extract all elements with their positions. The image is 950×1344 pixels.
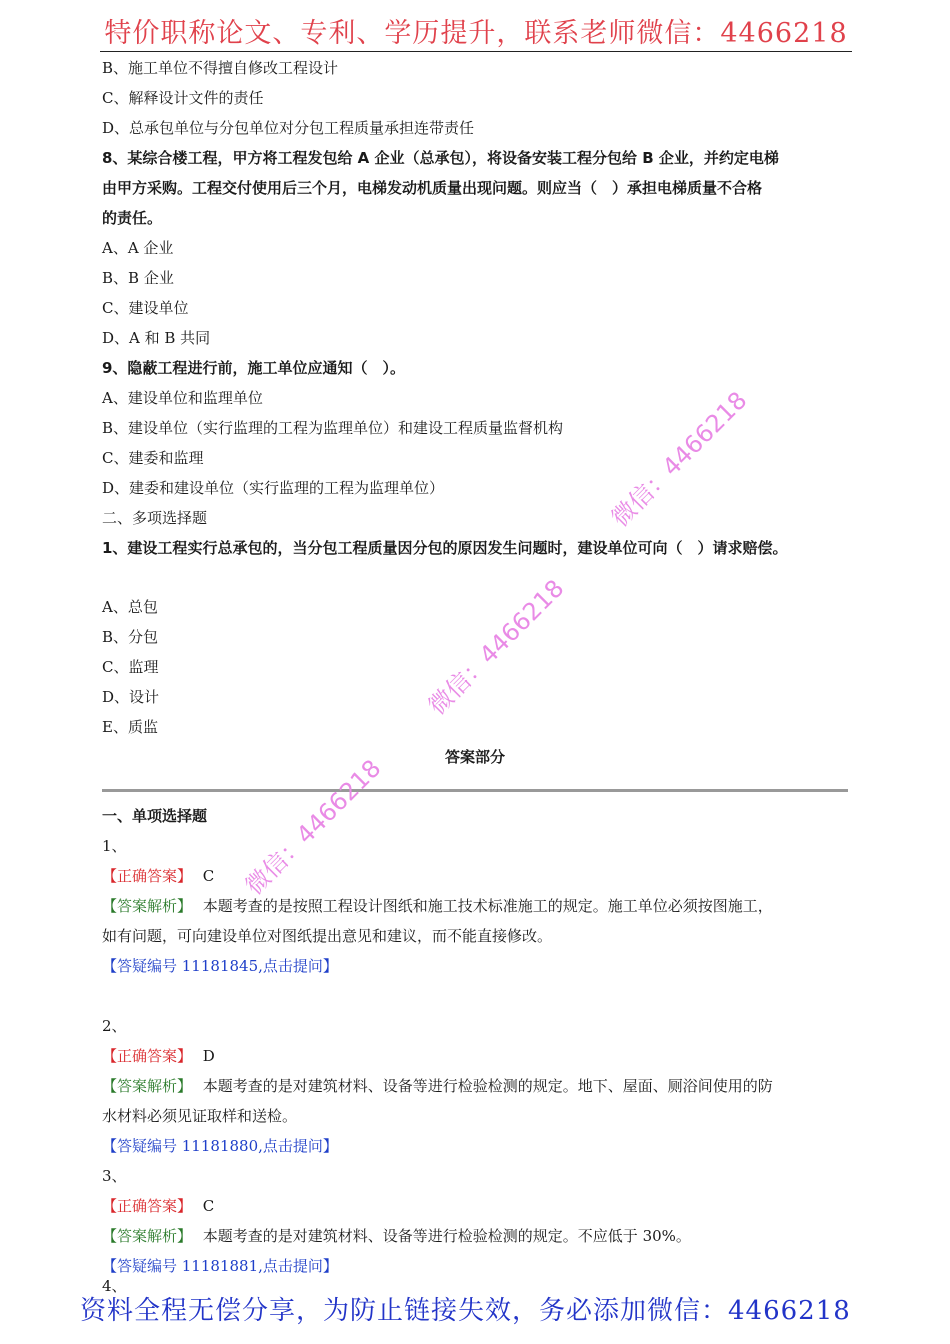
q7-option-b: B、施工单位不得擅自修改工程设计: [102, 59, 339, 77]
q9-option-d: D、建委和建设单位（实行监理的工程为监理单位）: [102, 479, 445, 497]
multi-section-title: 二、多项选择题: [102, 509, 208, 527]
watermark: 微信：4466218: [240, 754, 387, 901]
q8-option-c: C、建设单位: [102, 299, 189, 317]
answer-3-question-link[interactable]: 【答疑编号 11181881,点击提问】: [102, 1257, 338, 1275]
answer-2-question-link[interactable]: 【答疑编号 11181880,点击提问】: [102, 1137, 338, 1155]
correct-answer-label: 【正确答案】: [102, 867, 193, 885]
multi-q1-option-e: E、质监: [102, 718, 158, 736]
analysis-text: 本题考查的是对建筑材料、设备等进行检验检测的规定。地下、屋面、厕浴间使用的防: [202, 1077, 773, 1095]
q9-option-a: A、建设单位和监理单位: [102, 389, 263, 407]
multi-q1-option-a: A、总包: [102, 598, 158, 616]
header-divider: [100, 51, 852, 52]
multi-q1-stem: 1、建设工程实行总承包的，当分包工程质量因分包的原因发生问题时，建设单位可向（ ）请求赔偿。: [102, 539, 788, 557]
answer-3-correct: [102, 1196, 214, 1216]
correct-answer-value: C: [202, 1197, 215, 1215]
answer-3-number: 3、: [102, 1167, 127, 1185]
q7-option-d: D、总承包单位与分包单位对分包工程质量承担连带责任: [102, 119, 475, 137]
watermark: 微信：4466218: [423, 574, 570, 721]
q8-option-b: B、B 企业: [102, 269, 174, 287]
analysis-label: 【答案解析】: [102, 1077, 193, 1095]
q9-stem: 9、隐蔽工程进行前，施工单位应通知（ ）。: [102, 359, 405, 377]
multi-q1-option-b: B、分包: [102, 628, 159, 646]
analysis-label: 【答案解析】: [102, 1227, 193, 1245]
answer-3-analysis-line-1: [102, 1226, 691, 1246]
answer-1-number: 1、: [102, 837, 127, 855]
watermark: 微信：4466218: [606, 386, 753, 533]
correct-answer-label: 【正确答案】: [102, 1197, 193, 1215]
multi-q1-option-c: C、监理: [102, 658, 159, 676]
footer-banner: 资料全程无偿分享，为防止链接失效，务必添加微信：4466218: [80, 1295, 851, 1326]
answers-section-title: 一、单项选择题: [102, 807, 208, 825]
analysis-text: 本题考查的是按照工程设计图纸和施工技术标准施工的规定。施工单位必须按图施工，: [202, 897, 773, 915]
answer-2-analysis-line-1: [102, 1076, 773, 1096]
q7-option-c: C、解释设计文件的责任: [102, 89, 264, 107]
correct-answer-value: C: [202, 867, 215, 885]
q8-option-d: D、A 和 B 共同: [102, 329, 211, 347]
answer-1-analysis-line-1: [102, 896, 773, 916]
q9-option-b: B、建设单位（实行监理的工程为监理单位）和建设工程质量监督机构: [102, 419, 564, 437]
answer-1-correct: [102, 866, 214, 886]
header-banner: 特价职称论文、专利、学历提升，联系老师微信：4466218: [104, 17, 848, 49]
answer-2-correct: [102, 1046, 215, 1066]
answer-1-analysis-line-2: 如有问题，可向建设单位对图纸提出意见和建议，而不能直接修改。: [102, 927, 553, 945]
answer-4-number: 4、: [102, 1277, 127, 1295]
answer-1-question-link[interactable]: 【答疑编号 11181845,点击提问】: [102, 957, 338, 975]
answers-divider: [102, 789, 848, 792]
answers-heading: 答案部分: [444, 748, 505, 766]
q8-stem-line-1: 8、某综合楼工程，甲方将工程发包给 A 企业（总承包），将设备安装工程分包给 B 企业，并约定电梯: [102, 149, 779, 167]
correct-answer-label: 【正确答案】: [102, 1047, 193, 1065]
analysis-label: 【答案解析】: [102, 897, 193, 915]
correct-answer-value: D: [202, 1047, 215, 1065]
answer-2-number: 2、: [102, 1017, 127, 1035]
q8-stem-line-2: 由甲方采购。工程交付使用后三个月，电梯发动机质量出现问题。则应当（ ）承担电梯质量不合格: [102, 179, 763, 197]
q8-stem-line-3: 的责任。: [102, 209, 163, 227]
multi-q1-option-d: D、设计: [102, 688, 160, 706]
q9-option-c: C、建委和监理: [102, 449, 204, 467]
q8-option-a: A、A 企业: [102, 239, 174, 257]
answer-2-analysis-line-2: 水材料必须见证取样和送检。: [102, 1107, 298, 1125]
analysis-text: 本题考查的是对建筑材料、设备等进行检验检测的规定。不应低于 30%。: [202, 1227, 691, 1245]
